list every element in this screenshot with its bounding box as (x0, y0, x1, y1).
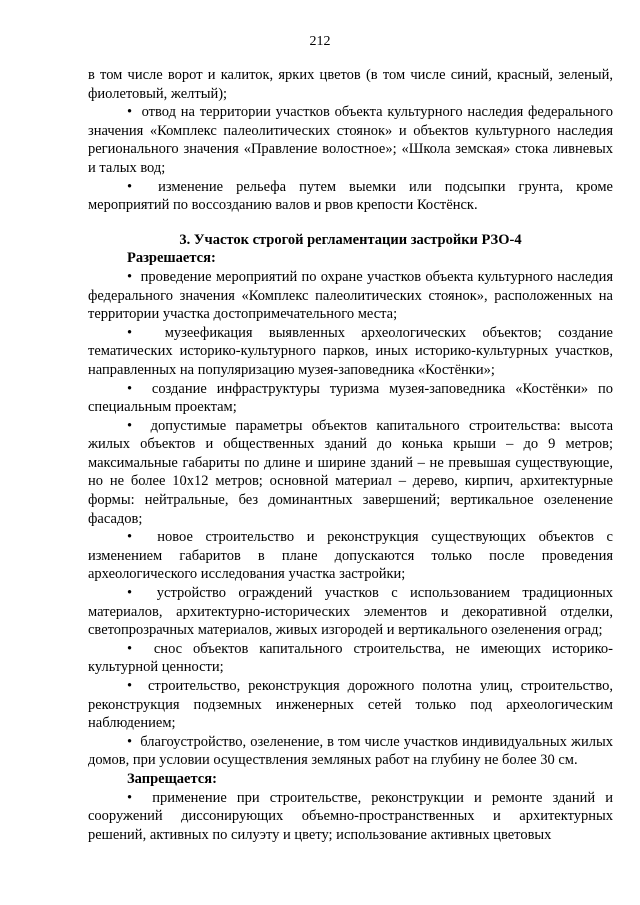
list-item: • снос объектов капитального строительства, не имеющих историко-культурной ценности; (88, 640, 613, 677)
list-item: • отвод на территории участков объекта культурного наследия федерального значения «Комплекс палеолитических стоянок» и объектов культурного наследия регионального значения «Правление волостное»; «Школа земская» стока ливневых и талых вод; (88, 103, 613, 177)
subheading-prohibited: Запрещается: (127, 770, 217, 787)
list-item: • проведение мероприятий по охране участков объекта культурного наследия федерального значения «Комплекс палеолитических стоянок», расположенных на территории участка достопримечательного места; (88, 268, 613, 324)
paragraph-continued: в том числе ворот и калиток, ярких цветов (в том числе синий, красный, зеленый, фиолетовый, желтый); (88, 67, 613, 102)
list-item: • применение при строительстве, реконструкции и ремонте зданий и сооружений диссонирующих объемно-пространственных и архитектурных решений, активных по силуэту и цвету; использование активных цветовых (88, 789, 613, 845)
subheading-allowed: Разрешается: (127, 250, 216, 267)
list-item: • музеефикация выявленных археологических объектов; создание тематических историко-культурного парков, иных историко-культурных участков, направленных на популяризацию музея-заповедника «Костёнки»; (88, 324, 613, 380)
page-number: 212 (309, 34, 331, 49)
list-item: • допустимые параметры объектов капитального строительства: высота жилых объектов и общественных зданий до конька крыши – до 9 метров; максимальные габариты по длине и ширине зданий – не превышая существующие, но не более 10х12 метров; основной материал – дерево, кирпич, архитектурные формы: нейтральные, без доминантных завершений; вертикальное озеленение фасадов; (88, 417, 613, 529)
list-item: • новое строительство и реконструкция существующих объектов с изменением габаритов в плане допускаются только после проведения археологического исследования участка застройки; (88, 528, 613, 584)
list-item: • благоустройство, озеленение, в том числе участков индивидуальных жилых домов, при условии осуществления земляных работ на глубину не более 30 см. (88, 733, 613, 770)
document-body (88, 66, 613, 844)
list-item: • строительство, реконструкция дорожного полотна улиц, строительство, реконструкция подземных инженерных сетей только под археологическим наблюдением; (88, 677, 613, 733)
list-item: • создание инфраструктуры туризма музея-заповедника «Костёнки» по специальным проектам; (88, 380, 613, 417)
section-heading: 3. Участок строгой регламентации застройки РЗО-4 (179, 231, 522, 248)
list-item: • устройство ограждений участков с использованием традиционных материалов, архитектурно-исторических элементов и декоративной отделки, светопрозрачных материалов, живых изгородей и вертикального озеленения оград; (88, 584, 613, 640)
list-item: • изменение рельефа путем выемки или подсыпки грунта, кроме мероприятий по воссозданию валов и рвов крепости Костёнск. (88, 178, 613, 215)
